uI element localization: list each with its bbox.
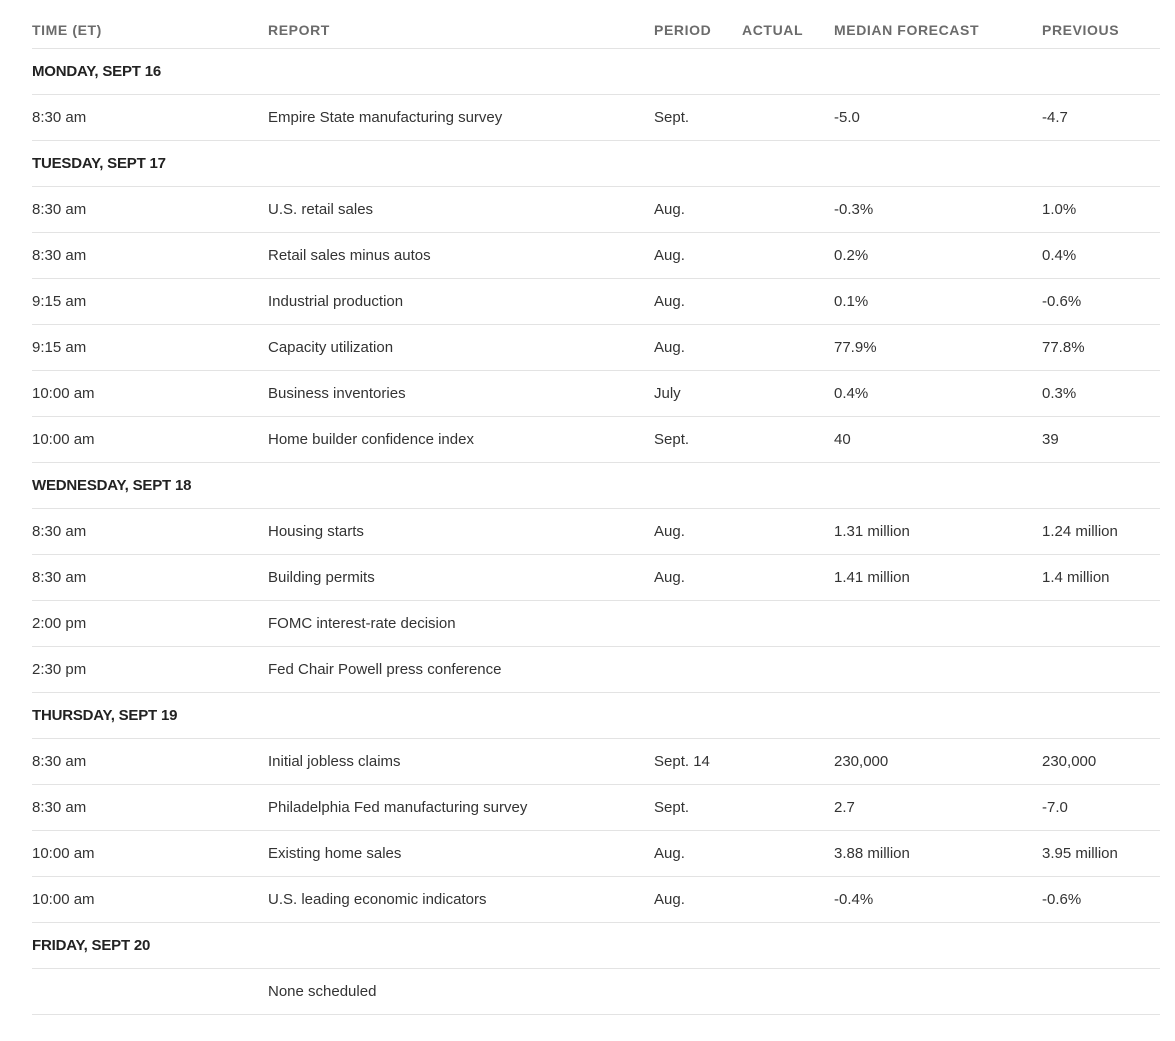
economic-calendar: [32, 12, 1160, 1015]
actual-cell: [742, 969, 834, 1015]
time-cell: 8:30 am: [32, 739, 268, 785]
median-forecast-cell: 0.1%: [834, 279, 1042, 325]
report-cell: Housing starts: [268, 509, 654, 555]
previous-cell: -0.6%: [1042, 877, 1160, 923]
actual-cell: [742, 601, 834, 647]
previous-cell: 230,000: [1042, 739, 1160, 785]
period-cell: Aug.: [654, 325, 742, 371]
median-forecast-cell: 40: [834, 417, 1042, 463]
time-cell: 9:15 am: [32, 325, 268, 371]
table-row: [32, 417, 1160, 463]
actual-cell: [742, 417, 834, 463]
report-cell: Business inventories: [268, 371, 654, 417]
median-forecast-cell: -0.4%: [834, 877, 1042, 923]
actual-cell: [742, 187, 834, 233]
previous-cell: 0.4%: [1042, 233, 1160, 279]
period-cell: [654, 647, 742, 693]
period-cell: July: [654, 371, 742, 417]
actual-cell: [742, 509, 834, 555]
day-label: MONDAY, SEPT 16: [32, 49, 1160, 95]
time-cell: 2:30 pm: [32, 647, 268, 693]
report-cell: Philadelphia Fed manufacturing survey: [268, 785, 654, 831]
time-cell: 8:30 am: [32, 233, 268, 279]
median-forecast-cell: 0.2%: [834, 233, 1042, 279]
period-cell: Aug.: [654, 555, 742, 601]
time-cell: 9:15 am: [32, 279, 268, 325]
period-cell: Sept.: [654, 95, 742, 141]
previous-cell: 39: [1042, 417, 1160, 463]
day-label: THURSDAY, SEPT 19: [32, 693, 1160, 739]
previous-cell: 3.95 million: [1042, 831, 1160, 877]
header-actual: ACTUAL: [742, 12, 834, 49]
table-row: [32, 555, 1160, 601]
day-label: WEDNESDAY, SEPT 18: [32, 463, 1160, 509]
report-cell: FOMC interest-rate decision: [268, 601, 654, 647]
median-forecast-cell: -5.0: [834, 95, 1042, 141]
table-row: [32, 95, 1160, 141]
period-cell: Sept.: [654, 417, 742, 463]
header-row: [32, 12, 1160, 49]
header-median-forecast: MEDIAN FORECAST: [834, 12, 1042, 49]
report-cell: Existing home sales: [268, 831, 654, 877]
day-header-row: [32, 693, 1160, 739]
previous-cell: -0.6%: [1042, 279, 1160, 325]
time-cell: [32, 969, 268, 1015]
header-period: PERIOD: [654, 12, 742, 49]
previous-cell: 77.8%: [1042, 325, 1160, 371]
median-forecast-cell: 0.4%: [834, 371, 1042, 417]
time-cell: 10:00 am: [32, 371, 268, 417]
table-row: [32, 509, 1160, 555]
table-row: [32, 325, 1160, 371]
day-label: FRIDAY, SEPT 20: [32, 923, 1160, 969]
table-row: [32, 233, 1160, 279]
economic-calendar-table: [32, 12, 1160, 1015]
table-body: [32, 49, 1160, 1015]
actual-cell: [742, 95, 834, 141]
actual-cell: [742, 371, 834, 417]
report-cell: Retail sales minus autos: [268, 233, 654, 279]
table-header: [32, 12, 1160, 49]
header-report: REPORT: [268, 12, 654, 49]
table-row: [32, 739, 1160, 785]
day-header-row: [32, 923, 1160, 969]
table-row: [32, 279, 1160, 325]
report-cell: None scheduled: [268, 969, 654, 1015]
actual-cell: [742, 831, 834, 877]
actual-cell: [742, 279, 834, 325]
period-cell: Sept.: [654, 785, 742, 831]
actual-cell: [742, 325, 834, 371]
period-cell: Aug.: [654, 233, 742, 279]
median-forecast-cell: -0.3%: [834, 187, 1042, 233]
time-cell: 8:30 am: [32, 187, 268, 233]
previous-cell: [1042, 969, 1160, 1015]
report-cell: U.S. leading economic indicators: [268, 877, 654, 923]
header-previous: PREVIOUS: [1042, 12, 1160, 49]
actual-cell: [742, 877, 834, 923]
table-row: [32, 785, 1160, 831]
period-cell: Aug.: [654, 831, 742, 877]
day-label: TUESDAY, SEPT 17: [32, 141, 1160, 187]
report-cell: Home builder confidence index: [268, 417, 654, 463]
table-row: [32, 187, 1160, 233]
median-forecast-cell: 3.88 million: [834, 831, 1042, 877]
previous-cell: 0.3%: [1042, 371, 1160, 417]
previous-cell: -4.7: [1042, 95, 1160, 141]
report-cell: Building permits: [268, 555, 654, 601]
period-cell: Aug.: [654, 279, 742, 325]
day-header-row: [32, 141, 1160, 187]
table-row: [32, 371, 1160, 417]
period-cell: [654, 601, 742, 647]
report-cell: Empire State manufacturing survey: [268, 95, 654, 141]
period-cell: Aug.: [654, 187, 742, 233]
previous-cell: -7.0: [1042, 785, 1160, 831]
previous-cell: 1.0%: [1042, 187, 1160, 233]
median-forecast-cell: 1.31 million: [834, 509, 1042, 555]
period-cell: Aug.: [654, 877, 742, 923]
table-row: [32, 601, 1160, 647]
actual-cell: [742, 233, 834, 279]
report-cell: Industrial production: [268, 279, 654, 325]
time-cell: 8:30 am: [32, 555, 268, 601]
header-time: TIME (ET): [32, 12, 268, 49]
previous-cell: 1.24 million: [1042, 509, 1160, 555]
table-row: [32, 877, 1160, 923]
median-forecast-cell: 2.7: [834, 785, 1042, 831]
day-header-row: [32, 49, 1160, 95]
day-header-row: [32, 463, 1160, 509]
actual-cell: [742, 555, 834, 601]
report-cell: Capacity utilization: [268, 325, 654, 371]
median-forecast-cell: [834, 601, 1042, 647]
time-cell: 8:30 am: [32, 95, 268, 141]
median-forecast-cell: 77.9%: [834, 325, 1042, 371]
actual-cell: [742, 739, 834, 785]
time-cell: 10:00 am: [32, 417, 268, 463]
period-cell: Sept. 14: [654, 739, 742, 785]
previous-cell: [1042, 601, 1160, 647]
report-cell: Initial jobless claims: [268, 739, 654, 785]
report-cell: U.S. retail sales: [268, 187, 654, 233]
median-forecast-cell: 230,000: [834, 739, 1042, 785]
report-cell: Fed Chair Powell press conference: [268, 647, 654, 693]
table-row: [32, 831, 1160, 877]
table-row: [32, 647, 1160, 693]
period-cell: [654, 969, 742, 1015]
time-cell: 8:30 am: [32, 785, 268, 831]
time-cell: 2:00 pm: [32, 601, 268, 647]
time-cell: 8:30 am: [32, 509, 268, 555]
period-cell: Aug.: [654, 509, 742, 555]
time-cell: 10:00 am: [32, 831, 268, 877]
actual-cell: [742, 647, 834, 693]
median-forecast-cell: [834, 969, 1042, 1015]
median-forecast-cell: [834, 647, 1042, 693]
table-row: [32, 969, 1160, 1015]
previous-cell: [1042, 647, 1160, 693]
previous-cell: 1.4 million: [1042, 555, 1160, 601]
time-cell: 10:00 am: [32, 877, 268, 923]
median-forecast-cell: 1.41 million: [834, 555, 1042, 601]
actual-cell: [742, 785, 834, 831]
